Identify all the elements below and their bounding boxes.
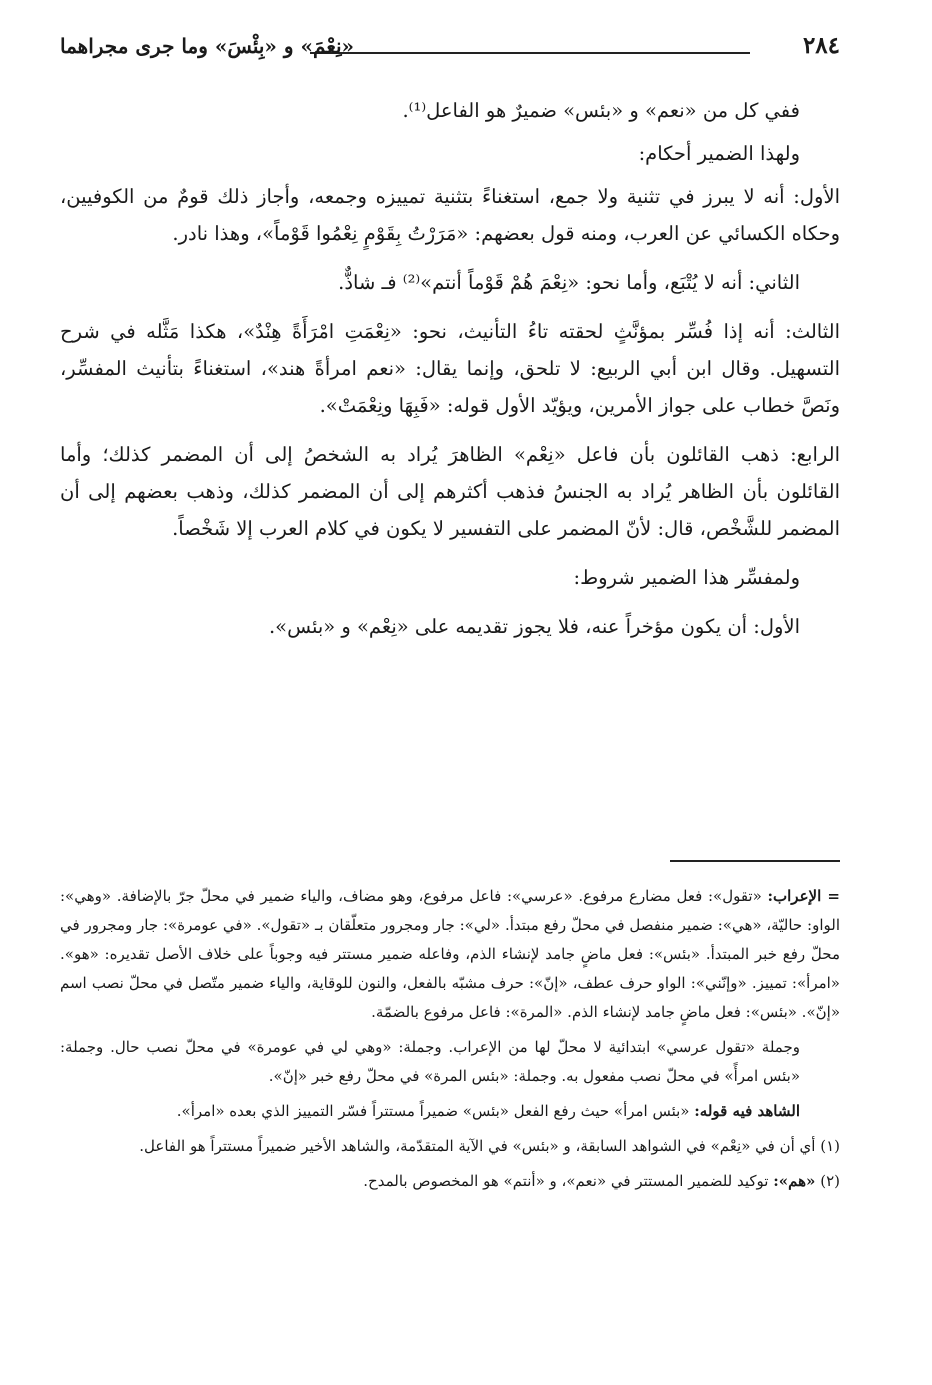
footnotes xyxy=(60,882,840,1202)
footnote-jumla: وجملة «تقول عرسي» ابتدائية لا محلّ لها من الإعراب. وجملة: «وهي لي في عومرة» في محلّ نصب حال. وجملة: «بئس امرأً» في محلّ نصب مفعول به. وجملة: «بئس المرة» في محلّ رفع خبر «إنّ». xyxy=(60,1038,800,1085)
page-number: ٢٨٤ xyxy=(802,32,840,59)
paragraph: الأول: أنه لا يبرز في تثنية ولا جمع، استغناءً بتثنية تمييزه وجمعه، وأجاز ذلك قومٌ من الكوفيين، وحكاه الكسائي عن العرب، ومنه قول بعضهم: «مَرَرْتُ بِقَوْمٍ نِعْمُوا قَوْماً»، وهذا نادر. xyxy=(60,185,840,245)
paragraph: الثاني: أنه لا يُتْبَع، وأما نحو: «نِعْمَ هُمْ قَوْماً أنتم»⁽²⁾ فـ شاذٌّ. xyxy=(338,271,800,294)
footnote-irab xyxy=(60,882,840,1027)
page-header xyxy=(60,32,840,68)
book-page xyxy=(40,22,840,1362)
footnote-label: «هم»: xyxy=(773,1172,816,1190)
paragraph: ولهذا الضمير أحكام: xyxy=(638,142,800,165)
irab-text: «تقول»: فعل مضارع مرفوع. «عرسي»: فاعل مرفوع، وهو مضاف، والياء ضمير في محلّ جرّ بالإضافة. «وهي»: الواو: حاليّة، «هي»: ضمير منفصل في محلّ رفع مبتدأ. «لي»: جار ومجرور متعلّقان بـ «تقول». «في عومرة»: جار ومجرور في محلّ رفع خبر المبتدأ. «بئس»: فعل ماضٍ جامد لإنشاء الذم، وفاعله ضمير مستتر فيه وجوباً على خلاف الأصل تقديره: «هو». «امرأ»: تمييز. «وإنّني»: الواو حرف عطف، «إنّ»: حرف مشبّه بالفعل، والنون للوقاية، والياء ضمير متّصل في محلّ نصب اسم «إنّ». «بئس»: فعل ماضٍ جامد لإنشاء الذم. «المرة»: فاعل مرفوع بالضمّة. xyxy=(60,887,840,1021)
shahid-label: الشاهد فيه قوله: xyxy=(694,1102,800,1120)
shahid-text: «بئس امرأ» حيث رفع الفعل «بئس» ضميراً مستتراً فسّر التمييز الذي بعده «امرأ». xyxy=(176,1102,690,1120)
footnote-number: (١) xyxy=(820,1137,840,1155)
footnote-text: توكيد للضمير المستتر في «نعم»، و «أنتم» هو المخصوص بالمدح. xyxy=(363,1172,769,1190)
paragraph: الأول: أن يكون مؤخراً عنه، فلا يجوز تقديمه على «نِعْم» و «بئس». xyxy=(268,615,800,638)
footnote-rule xyxy=(670,860,840,862)
footnote-2 xyxy=(60,1167,840,1196)
running-title: «نِعْمَ» و «بِئْسَ» وما جرى مجراهما xyxy=(60,34,355,58)
header-rule xyxy=(310,52,750,54)
footnote-1 xyxy=(60,1132,840,1161)
irab-label: = الإعراب: xyxy=(767,887,840,905)
paragraph: ففي كل من «نعم» و «بئس» ضميرٌ هو الفاعل⁽¹⁾. xyxy=(402,99,800,122)
footnote-shahid xyxy=(60,1097,840,1126)
paragraph: الثالث: أنه إذا فُسِّر بمؤنَّثٍ لحقته تاءُ التأنيث، نحو: «نِعْمَتِ امْرَأَةً هِنْدٌ»، هكذا مَثَّله في شرح التسهيل. وقال ابن أبي الربيع: لا تلحق، وإنما يقال: «نعم امرأةً هند»، استغناءً بتأنيث المفسِّر، ونَصَّ خطاب على جواز الأمرين، ويؤيّد الأول قوله: «فَبِهَا ونِعْمَتْ». xyxy=(60,320,840,417)
main-text xyxy=(60,92,840,657)
footnote-text: أي أن في «نِعْم» في الشواهد السابقة، و «بئس» في الآية المتقدّمة، والشاهد الأخير ضميراً مستتراً هو الفاعل. xyxy=(139,1137,816,1155)
footnote-number: (٢) xyxy=(820,1172,840,1190)
paragraph: ولمفسِّر هذا الضمير شروط: xyxy=(573,566,800,589)
paragraph: الرابع: ذهب القائلون بأن فاعل «نِعْم» الظاهرَ يُراد به الشخصُ إلى أن المضمر كذلك؛ وأما القائلون بأن الظاهر يُراد به الجنسُ فذهب أكثرهم إلى أن المضمر كذلك، وذهب بعضهم إلى أن المضمر للشَّخْص، قال: لأنّ المضمر على التفسير لا يكون في كلام العرب إلا شَخْصاً. xyxy=(60,443,840,540)
